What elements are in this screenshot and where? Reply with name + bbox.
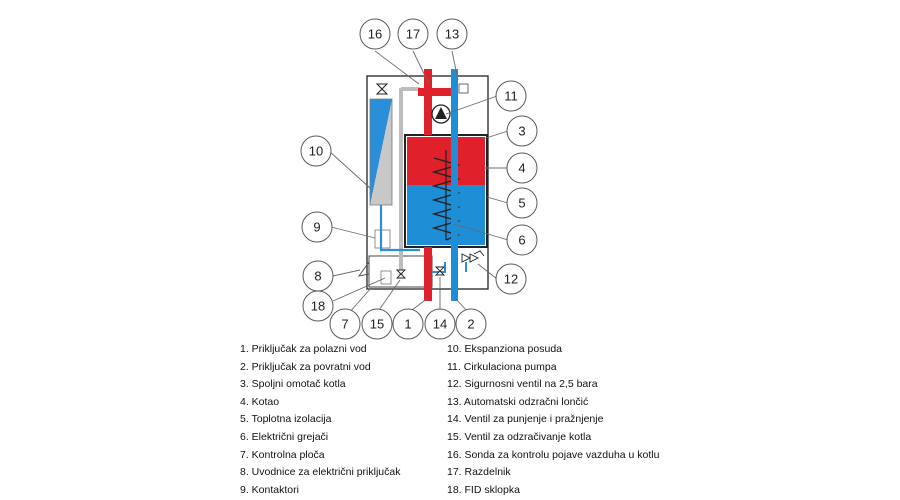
- callout-6: [507, 225, 537, 255]
- svg-text:3: 3: [518, 123, 526, 139]
- legend-item: 13. Automatski odzračni lončić: [447, 395, 589, 408]
- svg-text:12: 12: [503, 271, 519, 287]
- legend-item: 9. Kontaktori: [240, 483, 299, 496]
- svg-text:18: 18: [310, 298, 326, 314]
- legend-item: 7. Kontrolna ploča: [240, 448, 325, 461]
- legend-item: 5. Toplotna izolacija: [240, 413, 332, 426]
- callout-7: [330, 309, 360, 339]
- svg-text:8: 8: [314, 268, 322, 284]
- callout-9: [302, 212, 332, 242]
- legend-right: [447, 341, 659, 499]
- svg-text:14: 14: [432, 316, 448, 332]
- legend-item: 18. FID sklopka: [447, 483, 520, 496]
- legend-item: 10. Ekspanziona posuda: [447, 343, 563, 355]
- callout-8: [303, 261, 333, 291]
- callout-14: [425, 309, 455, 339]
- callout-11: [496, 81, 526, 111]
- legend-item: 15. Ventil za odzračivanje kotla: [447, 430, 592, 443]
- callout-18: [303, 291, 333, 321]
- svg-text:5: 5: [518, 195, 526, 211]
- legend-item: 6. Električni grejači: [240, 430, 329, 443]
- callout-16: [360, 19, 390, 49]
- callout-1: [393, 309, 423, 339]
- svg-text:10: 10: [308, 143, 324, 159]
- callout-12: [496, 264, 526, 294]
- callout-17: [398, 19, 428, 49]
- supply-pipe-lower: [424, 247, 432, 301]
- svg-text:17: 17: [405, 26, 421, 42]
- callout-15: [362, 309, 392, 339]
- svg-text:7: 7: [341, 316, 349, 332]
- manifold: [418, 88, 454, 96]
- return-pipe: [451, 69, 458, 301]
- svg-text:16: 16: [367, 26, 383, 42]
- svg-text:2: 2: [467, 316, 475, 332]
- svg-text:9: 9: [313, 219, 321, 235]
- contactor: [375, 230, 390, 248]
- callout-4: [507, 153, 537, 183]
- legend-item: 16. Sonda za kontrolu pojave vazduha u kotlu: [447, 448, 660, 461]
- legend-item: 2. Priključak za povratni vod: [240, 360, 371, 373]
- svg-text:4: 4: [518, 160, 526, 176]
- legend-item: 12. Sigurnosni ventil na 2,5 bara: [447, 378, 598, 391]
- callout-3: [507, 116, 537, 146]
- callout-5: [507, 188, 537, 218]
- svg-text:11: 11: [504, 88, 518, 104]
- callout-13: [437, 19, 467, 49]
- air-vent: [459, 84, 468, 93]
- callout-10: [301, 136, 331, 166]
- supply-pipe: [424, 69, 432, 135]
- legend-item: 14. Ventil za punjenje i pražnjenje: [447, 413, 604, 426]
- fid-switch: [381, 271, 391, 284]
- svg-text:15: 15: [369, 316, 385, 332]
- svg-text:13: 13: [444, 26, 460, 42]
- legend-item: 3. Spoljni omotač kotla: [240, 378, 346, 391]
- legend-item: 4. Kotao: [240, 395, 280, 408]
- svg-text:1: 1: [404, 316, 412, 332]
- legend-item: 11. Cirkulaciona pumpa: [447, 360, 557, 373]
- callout-2: [456, 309, 486, 339]
- svg-text:6: 6: [518, 232, 526, 248]
- legend-left: [240, 341, 400, 499]
- legend-item: 8. Uvodnice za električni priključak: [240, 466, 401, 479]
- legend-item: 17. Razdelnik: [447, 466, 511, 479]
- legend-item: 1. Priključak za polazni vod: [240, 343, 367, 355]
- expansion-vessel: [370, 99, 392, 205]
